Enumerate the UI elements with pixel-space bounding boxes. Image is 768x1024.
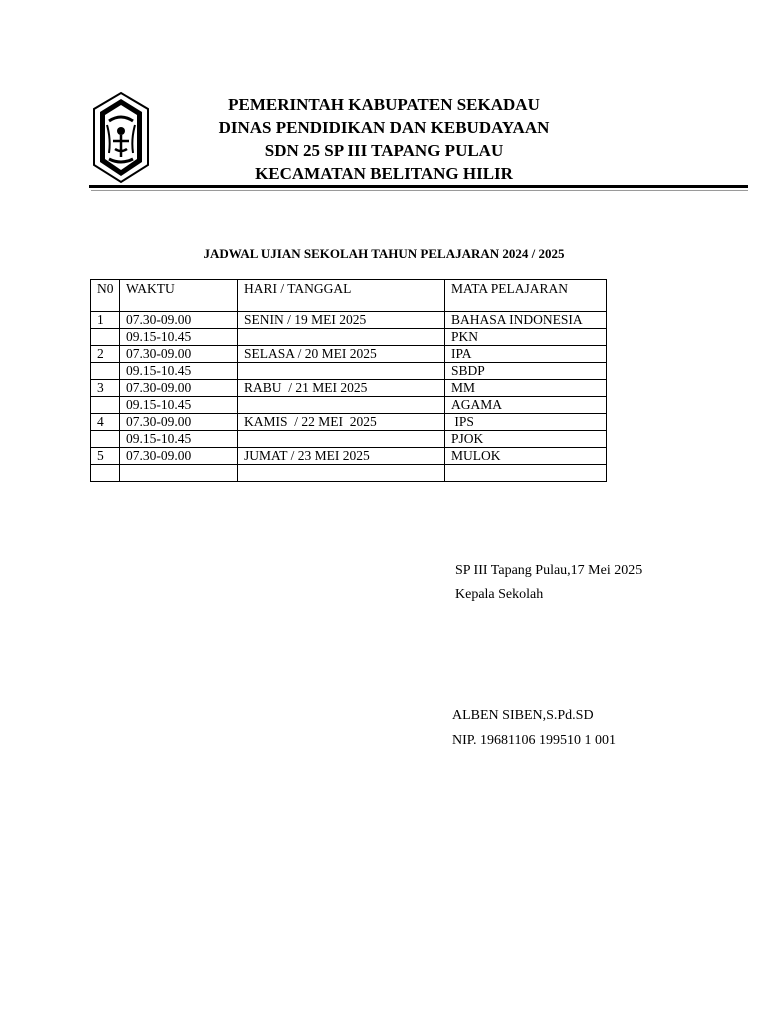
- header-no: N0: [91, 280, 120, 312]
- cell-hari-tanggal: SELASA / 20 MEI 2025: [238, 346, 445, 363]
- table-row: [91, 431, 607, 448]
- cell-no: 5: [91, 448, 120, 465]
- cell-waktu: 07.30-09.00: [120, 380, 238, 397]
- cell-waktu: 09.15-10.45: [120, 329, 238, 346]
- header-waktu: WAKTU: [120, 280, 238, 312]
- table-row: [91, 414, 607, 431]
- letterhead-line-2: DINAS PENDIDIKAN DAN KEBUDAYAAN: [218, 118, 550, 137]
- cell-no: [91, 397, 120, 414]
- cell-hari-tanggal: [238, 465, 445, 482]
- signature-nip: NIP. 19681106 199510 1 001: [452, 733, 616, 748]
- signature-position: Kepala Sekolah: [455, 587, 544, 602]
- cell-no: [91, 431, 120, 448]
- cell-mata-pelajaran: IPA: [445, 346, 607, 363]
- cell-no: 4: [91, 414, 120, 431]
- letterhead-rule-thick: [89, 185, 748, 188]
- cell-no: 1: [91, 312, 120, 329]
- cell-hari-tanggal: [238, 397, 445, 414]
- cell-hari-tanggal: [238, 431, 445, 448]
- cell-mata-pelajaran: BAHASA INDONESIA: [445, 312, 607, 329]
- signature-name: ALBEN SIBEN,S.Pd.SD: [452, 708, 594, 723]
- table-row: [91, 448, 607, 465]
- cell-hari-tanggal: [238, 329, 445, 346]
- cell-mata-pelajaran: PJOK: [445, 431, 607, 448]
- cell-waktu: 09.15-10.45: [120, 363, 238, 380]
- table-row: [91, 329, 607, 346]
- cell-waktu: 07.30-09.00: [120, 448, 238, 465]
- table-row: [91, 465, 607, 482]
- regency-emblem-logo: [91, 91, 151, 185]
- letterhead: [150, 93, 618, 185]
- cell-mata-pelajaran: SBDP: [445, 363, 607, 380]
- cell-waktu: 09.15-10.45: [120, 431, 238, 448]
- cell-no: 2: [91, 346, 120, 363]
- header-hari-tanggal: HARI / TANGGAL: [238, 280, 445, 312]
- cell-mata-pelajaran: AGAMA: [445, 397, 607, 414]
- cell-waktu: 09.15-10.45: [120, 397, 238, 414]
- cell-mata-pelajaran: MM: [445, 380, 607, 397]
- cell-hari-tanggal: [238, 363, 445, 380]
- letterhead-rule-thin: [91, 190, 748, 191]
- cell-hari-tanggal: KAMIS / 22 MEI 2025: [238, 414, 445, 431]
- cell-no: [91, 465, 120, 482]
- cell-mata-pelajaran: IPS: [445, 414, 607, 431]
- cell-waktu: 07.30-09.00: [120, 346, 238, 363]
- letterhead-line-4: KECAMATAN BELITANG HILIR: [255, 164, 513, 183]
- cell-no: [91, 329, 120, 346]
- signature-place-date: SP III Tapang Pulau,17 Mei 2025: [455, 563, 643, 578]
- cell-waktu: 07.30-09.00: [120, 414, 238, 431]
- header-mata-pelajaran: MATA PELAJARAN: [445, 280, 607, 312]
- exam-schedule-table: [90, 279, 607, 482]
- cell-hari-tanggal: JUMAT / 23 MEI 2025: [238, 448, 445, 465]
- table-row: [91, 397, 607, 414]
- cell-waktu: [120, 465, 238, 482]
- table-header-row: [91, 280, 607, 312]
- cell-hari-tanggal: RABU / 21 MEI 2025: [238, 380, 445, 397]
- table-row: [91, 363, 607, 380]
- cell-no: [91, 363, 120, 380]
- table-row: [91, 380, 607, 397]
- cell-hari-tanggal: SENIN / 19 MEI 2025: [238, 312, 445, 329]
- letterhead-line-3: SDN 25 SP III TAPANG PULAU: [264, 141, 504, 160]
- cell-mata-pelajaran: PKN: [445, 329, 607, 346]
- cell-waktu: 07.30-09.00: [120, 312, 238, 329]
- table-row: [91, 346, 607, 363]
- document-title: JADWAL UJIAN SEKOLAH TAHUN PELAJARAN 2024 / 2025: [203, 246, 565, 261]
- letterhead-line-1: PEMERINTAH KABUPATEN SEKADAU: [228, 95, 540, 114]
- table-row: [91, 312, 607, 329]
- cell-mata-pelajaran: [445, 465, 607, 482]
- cell-mata-pelajaran: MULOK: [445, 448, 607, 465]
- cell-no: 3: [91, 380, 120, 397]
